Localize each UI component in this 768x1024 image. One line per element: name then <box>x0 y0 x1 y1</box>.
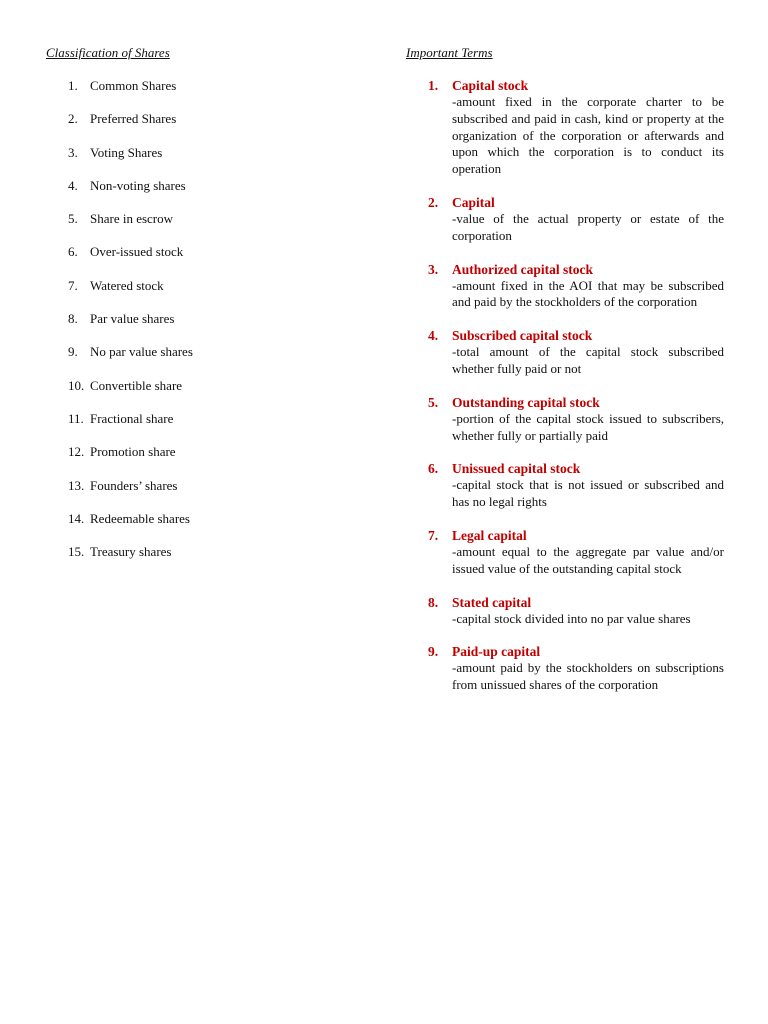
list-item <box>68 477 346 495</box>
term-definition: -total amount of the capital stock subscribed whether fully paid or not <box>452 344 724 376</box>
item-number: 4. <box>68 177 78 193</box>
share-type-list <box>46 77 346 561</box>
item-label: Common Shares <box>90 78 177 93</box>
term-body <box>452 460 724 511</box>
list-item <box>68 343 346 361</box>
item-number: 8. <box>68 311 78 327</box>
term-body <box>452 327 724 378</box>
term-item <box>428 460 724 511</box>
classification-heading: Classification of Shares <box>46 45 170 60</box>
term-number: 9. <box>428 644 439 660</box>
term-title: Unissued capital stock <box>452 461 581 477</box>
list-item <box>68 243 346 261</box>
term-body <box>452 643 724 694</box>
item-label: Non-voting shares <box>90 177 186 193</box>
classification-section <box>46 44 346 576</box>
term-definition: -capital stock that is not issued or subscribed and has no legal rights <box>452 477 724 510</box>
item-label: Preferred Shares <box>90 111 177 127</box>
terms-section <box>406 44 724 710</box>
item-number: 1. <box>68 78 78 93</box>
term-item <box>428 194 724 245</box>
term-number: 6. <box>428 461 439 477</box>
item-number: 7. <box>68 277 78 293</box>
terms-list <box>406 77 724 694</box>
term-definition: -portion of the capital stock issued to subscribers, whether fully or partially paid <box>452 410 724 443</box>
term-definition: -amount equal to the aggregate par value and/or issued value of the outstanding capital stock <box>452 543 724 576</box>
item-label: Redeemable shares <box>90 510 190 526</box>
term-title: Capital stock <box>452 78 529 93</box>
item-label: Founders’ shares <box>90 477 178 493</box>
term-item <box>428 327 724 378</box>
item-number: 6. <box>68 244 78 260</box>
term-title: Stated capital <box>452 594 532 610</box>
term-title: Capital <box>452 194 495 210</box>
item-number: 5. <box>68 211 78 227</box>
term-number: 3. <box>428 261 439 277</box>
term-item <box>428 594 724 628</box>
term-item <box>428 643 724 694</box>
term-number: 5. <box>428 394 439 410</box>
list-item <box>68 77 346 95</box>
item-label: Voting Shares <box>90 144 163 160</box>
item-label: No par value shares <box>90 344 193 360</box>
item-number: 12. <box>68 444 85 460</box>
term-item <box>428 77 724 178</box>
list-item <box>68 210 346 228</box>
item-number: 3. <box>68 144 78 160</box>
item-label: Over-issued stock <box>90 244 184 260</box>
item-number: 11. <box>68 410 84 426</box>
item-number: 10. <box>68 377 85 393</box>
term-number: 2. <box>428 194 439 210</box>
term-definition: -capital stock divided into no par value shares <box>452 610 691 626</box>
term-title: Paid-up capital <box>452 644 541 660</box>
item-number: 14. <box>68 510 85 526</box>
list-item <box>68 443 346 461</box>
term-title: Subscribed capital stock <box>452 328 593 344</box>
item-number: 9. <box>68 344 78 360</box>
term-title: Legal capital <box>452 527 527 543</box>
list-item <box>68 310 346 328</box>
terms-heading: Important Terms <box>406 45 493 60</box>
term-body <box>452 261 724 312</box>
item-label: Watered stock <box>90 277 164 293</box>
term-definition: -value of the actual property or estate of the corporation <box>452 210 724 243</box>
term-title: Authorized capital stock <box>452 261 593 277</box>
term-number: 8. <box>428 594 439 610</box>
term-body <box>452 594 724 628</box>
term-definition: -amount fixed in the corporate charter to be subscribed and paid in cash, kind or property at the organization of the corporation or afterwards and upon which the corporation is to conduct its operation <box>452 94 724 177</box>
term-item <box>428 394 724 445</box>
item-label: Treasury shares <box>90 544 172 560</box>
list-item <box>68 177 346 195</box>
item-label: Promotion share <box>90 444 176 460</box>
term-definition: -amount fixed in the AOI that may be subscribed and paid by the stockholders of the corporation <box>452 277 724 310</box>
list-item <box>68 110 346 128</box>
term-title: Outstanding capital stock <box>452 394 600 410</box>
term-definition: -amount paid by the stockholders on subscriptions from unissued shares of the corporation <box>452 660 724 693</box>
term-item <box>428 527 724 578</box>
term-item <box>428 261 724 312</box>
term-body <box>452 194 724 245</box>
list-item <box>68 377 346 395</box>
item-label: Share in escrow <box>90 211 174 227</box>
item-label: Fractional share <box>90 410 174 426</box>
list-item <box>68 410 346 428</box>
term-body <box>452 527 724 578</box>
term-body <box>452 394 724 445</box>
item-number: 2. <box>68 111 78 127</box>
item-label: Convertible share <box>90 377 183 393</box>
term-number: 1. <box>428 78 439 93</box>
list-item <box>68 277 346 295</box>
list-item <box>68 543 346 561</box>
item-number: 13. <box>68 477 85 493</box>
term-number: 7. <box>428 527 439 543</box>
term-number: 4. <box>428 328 439 344</box>
item-label: Par value shares <box>90 311 175 327</box>
list-item <box>68 144 346 162</box>
item-number: 15. <box>68 544 85 560</box>
list-item <box>68 510 346 528</box>
term-body <box>452 77 724 178</box>
